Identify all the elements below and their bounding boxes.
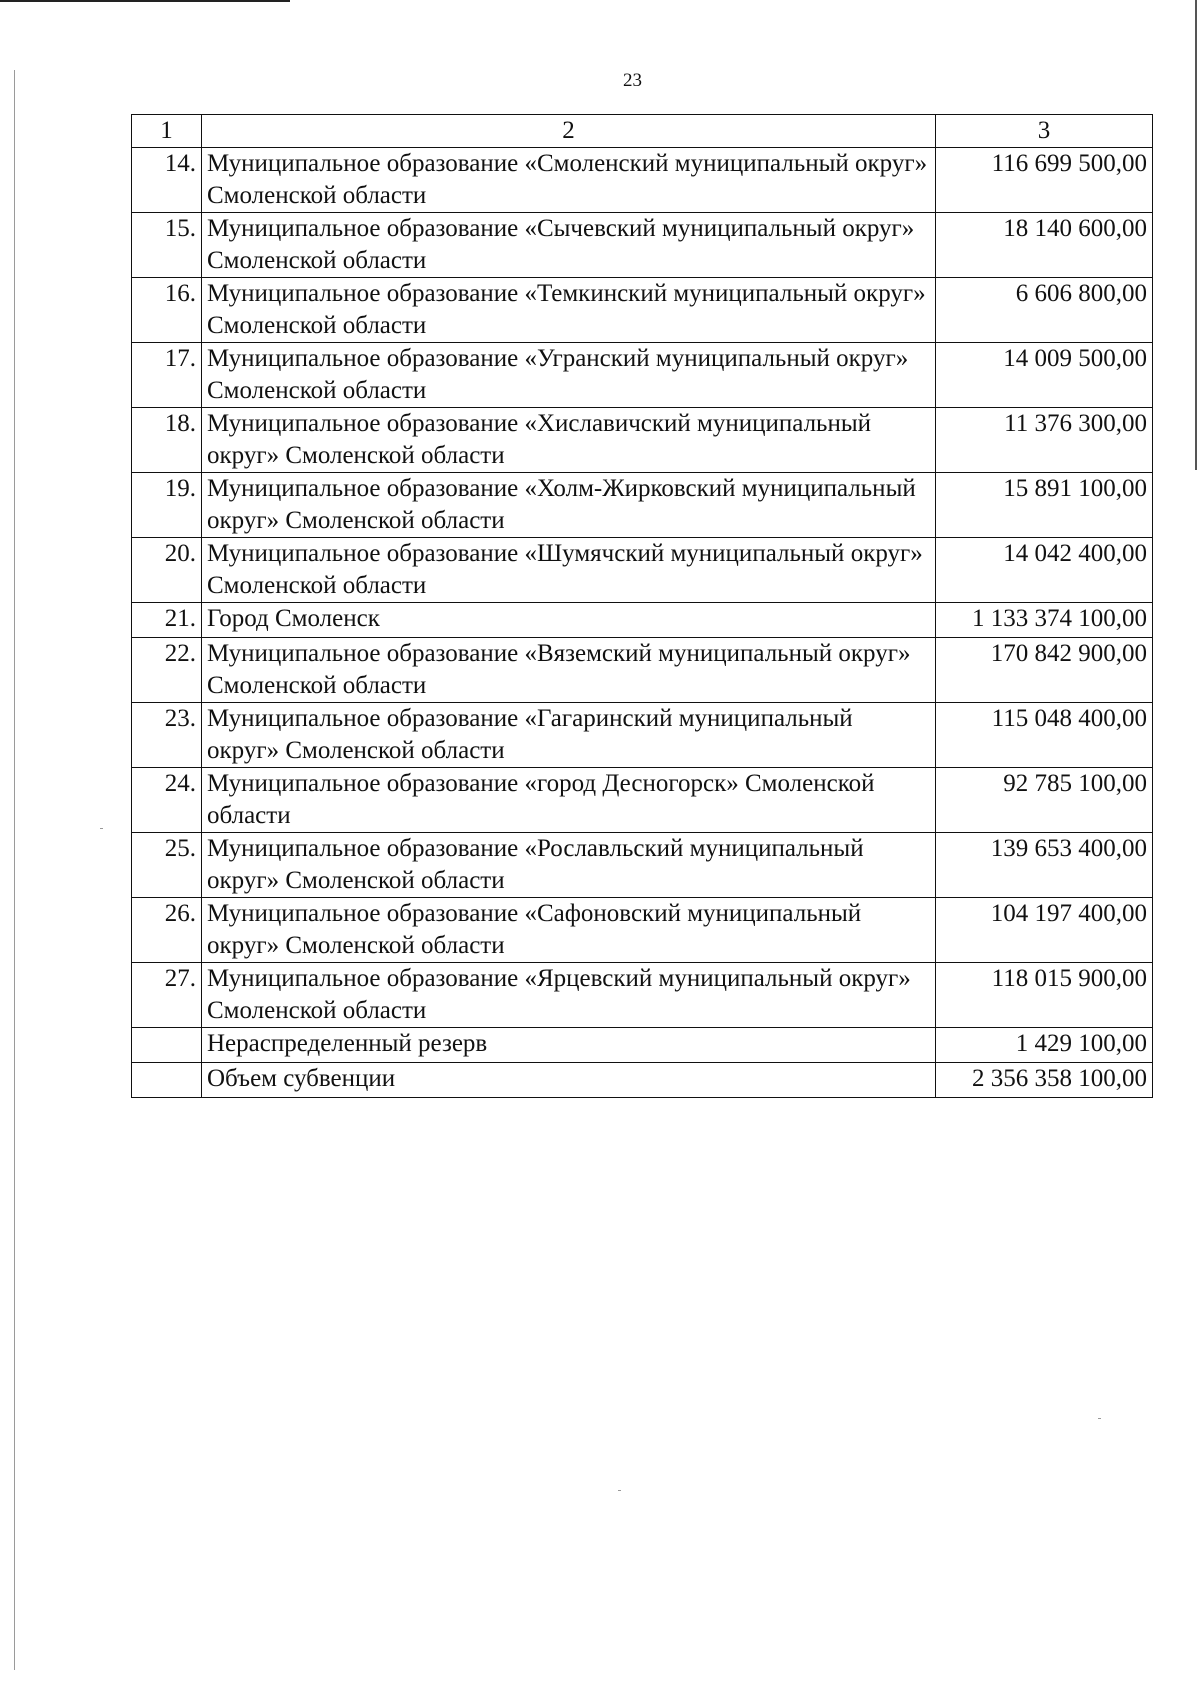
table-row xyxy=(132,1063,1153,1098)
table-row xyxy=(132,408,1153,473)
table-row xyxy=(132,703,1153,768)
row-number: 15. xyxy=(132,213,202,278)
row-number: 22. xyxy=(132,638,202,703)
row-number: 24. xyxy=(132,768,202,833)
row-number: 17. xyxy=(132,343,202,408)
row-number: 25. xyxy=(132,833,202,898)
table-row xyxy=(132,963,1153,1028)
row-number xyxy=(132,1063,202,1098)
table-row xyxy=(132,638,1153,703)
table-row xyxy=(132,343,1153,408)
row-name: Муниципальное образование «Угранский муниципальный округ» Смоленской области xyxy=(202,343,936,408)
scan-edge-top xyxy=(0,0,290,2)
row-amount: 139 653 400,00 xyxy=(936,833,1153,898)
row-number: 14. xyxy=(132,148,202,213)
table-body xyxy=(132,148,1153,1098)
row-number: 27. xyxy=(132,963,202,1028)
row-amount: 11 376 300,00 xyxy=(936,408,1153,473)
row-amount: 92 785 100,00 xyxy=(936,768,1153,833)
table-row xyxy=(132,473,1153,538)
row-name: Объем субвенции xyxy=(202,1063,936,1098)
row-amount: 118 015 900,00 xyxy=(936,963,1153,1028)
scan-speck xyxy=(1098,1418,1101,1419)
table-row xyxy=(132,213,1153,278)
column-header-amount: 3 xyxy=(936,115,1153,148)
row-amount: 170 842 900,00 xyxy=(936,638,1153,703)
row-number: 23. xyxy=(132,703,202,768)
row-amount: 18 140 600,00 xyxy=(936,213,1153,278)
row-name: Муниципальное образование «Вяземский муниципальный округ» Смоленской области xyxy=(202,638,936,703)
row-name: Муниципальное образование «город Десногорск» Смоленской области xyxy=(202,768,936,833)
row-amount: 104 197 400,00 xyxy=(936,898,1153,963)
row-number: 19. xyxy=(132,473,202,538)
row-number xyxy=(132,1028,202,1063)
column-header-number: 1 xyxy=(132,115,202,148)
row-name: Муниципальное образование «Хиславичский муниципальный округ» Смоленской области xyxy=(202,408,936,473)
row-name: Муниципальное образование «Темкинский муниципальный округ» Смоленской области xyxy=(202,278,936,343)
table-row xyxy=(132,278,1153,343)
table-row xyxy=(132,768,1153,833)
row-name: Муниципальное образование «Холм-Жирковский муниципальный округ» Смоленской области xyxy=(202,473,936,538)
row-name: Город Смоленск xyxy=(202,603,936,638)
row-name: Муниципальное образование «Гагаринский муниципальный округ» Смоленской области xyxy=(202,703,936,768)
row-amount: 2 356 358 100,00 xyxy=(936,1063,1153,1098)
row-name: Муниципальное образование «Шумячский муниципальный округ» Смоленской области xyxy=(202,538,936,603)
row-name: Муниципальное образование «Рославльский муниципальный округ» Смоленской области xyxy=(202,833,936,898)
row-name: Муниципальное образование «Смоленский муниципальный округ» Смоленской области xyxy=(202,148,936,213)
column-header-name: 2 xyxy=(202,115,936,148)
table-row xyxy=(132,898,1153,963)
row-amount: 115 048 400,00 xyxy=(936,703,1153,768)
row-amount: 116 699 500,00 xyxy=(936,148,1153,213)
row-amount: 6 606 800,00 xyxy=(936,278,1153,343)
row-amount: 15 891 100,00 xyxy=(936,473,1153,538)
subvention-table xyxy=(131,114,1153,1098)
row-amount: 14 009 500,00 xyxy=(936,343,1153,408)
table-row xyxy=(132,538,1153,603)
row-amount: 1 133 374 100,00 xyxy=(936,603,1153,638)
table-row xyxy=(132,1028,1153,1063)
row-number: 16. xyxy=(132,278,202,343)
table-row xyxy=(132,603,1153,638)
row-name: Муниципальное образование «Сычевский муниципальный округ» Смоленской области xyxy=(202,213,936,278)
row-amount: 1 429 100,00 xyxy=(936,1028,1153,1063)
row-number: 26. xyxy=(132,898,202,963)
row-name: Муниципальное образование «Сафоновский муниципальный округ» Смоленской области xyxy=(202,898,936,963)
row-amount: 14 042 400,00 xyxy=(936,538,1153,603)
row-name: Нераспределенный резерв xyxy=(202,1028,936,1063)
row-number: 20. xyxy=(132,538,202,603)
scan-speck xyxy=(618,1490,621,1491)
table-header-row xyxy=(132,115,1153,148)
scan-edge-left xyxy=(14,70,15,1670)
row-number: 21. xyxy=(132,603,202,638)
table-row xyxy=(132,148,1153,213)
table-row xyxy=(132,833,1153,898)
row-name: Муниципальное образование «Ярцевский муниципальный округ» Смоленской области xyxy=(202,963,936,1028)
page-number: 23 xyxy=(623,70,642,91)
scan-speck xyxy=(100,828,103,829)
row-number: 18. xyxy=(132,408,202,473)
